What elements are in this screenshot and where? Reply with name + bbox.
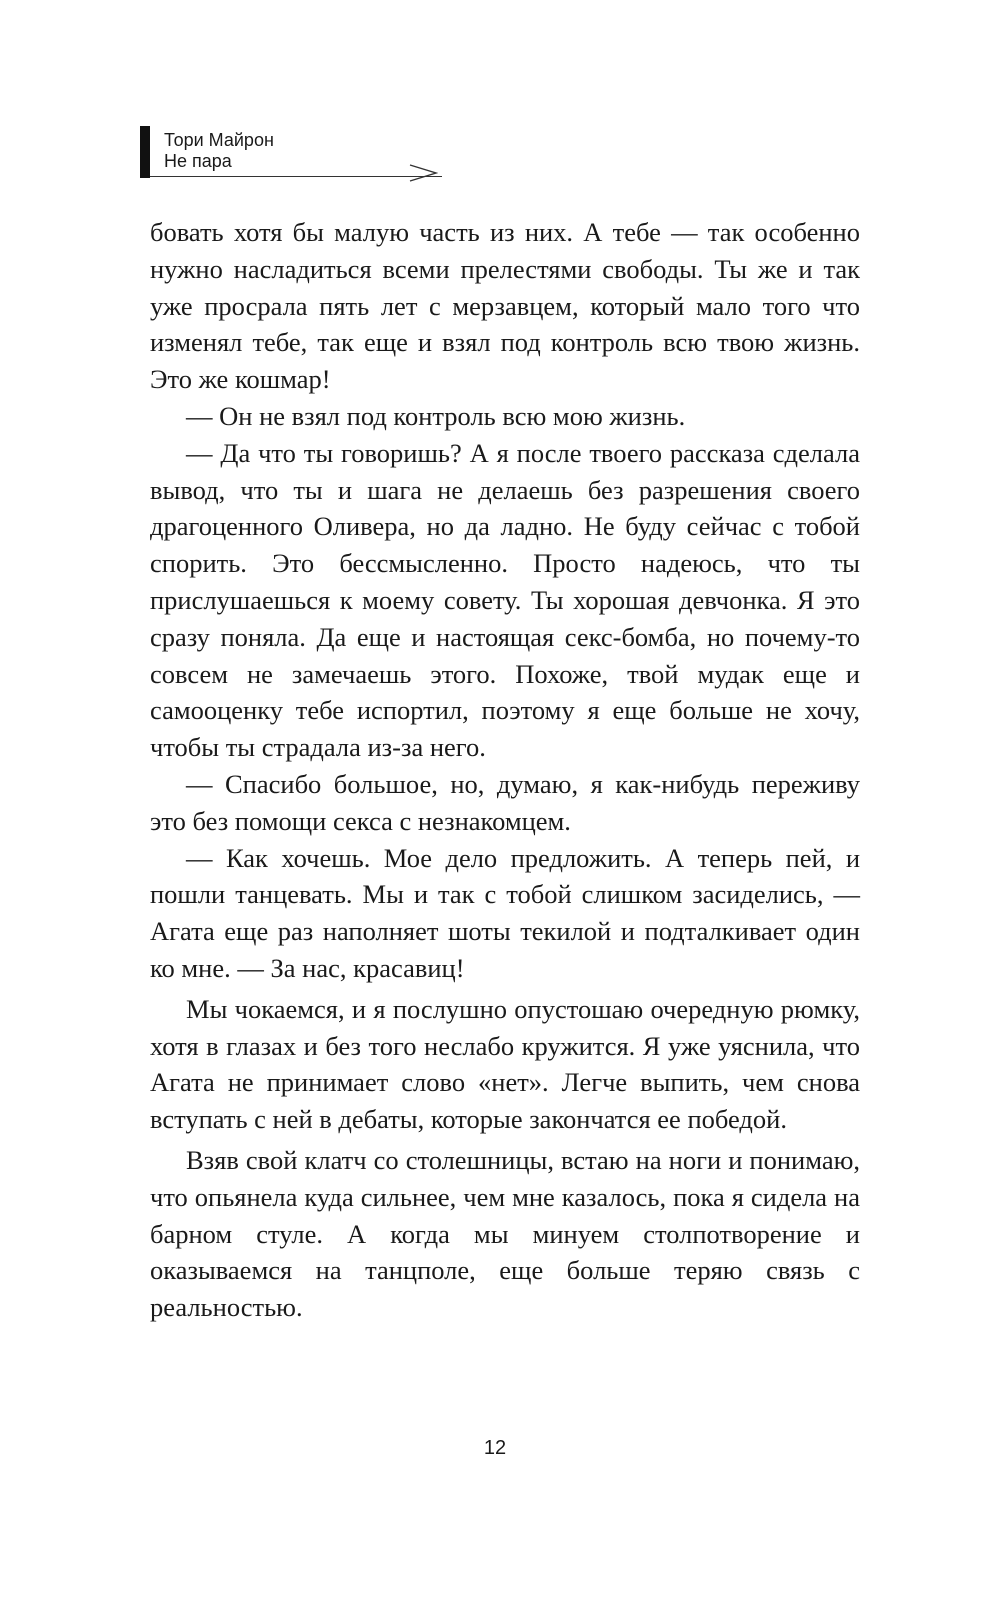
header-author: Тори Майрон	[164, 130, 274, 150]
header-title: Не пара	[164, 151, 232, 171]
paragraph: — Как хочешь. Мое дело предложить. А теперь пей, и пошли танцевать. Мы и так с тобой слишком засиделись, — Агата еще раз наполняет шоты текилой и подталкивает один ко мне. — За нас, красавиц!	[150, 842, 860, 983]
paragraph: — Да что ты говоришь? А я после твоего рассказа сделала вывод, что ты и шага не делаешь без разрешения своего драгоценного Оливера, но да ладно. Не буду сейчас с тобой спорить. Это бессмысленно. Просто надеюсь, что ты прислушаешься к моему совету. Ты хорошая девчонка. Я это сразу поняла. Да еще и настоящая секс-бомба, но почему-то совсем не замечаешь этого. Похоже, твой мудак еще и самооценку тебе испортил, поэтому я еще больше не хочу, чтобы ты страдала из-за него.	[150, 437, 860, 763]
header-text	[164, 130, 274, 172]
paragraph: Мы чокаемся, и я послушно опустошаю очередную рюмку, хотя в глазах и без того неслабо кружится. Я уже уяснила, что Агата не принимает слово «нет». Легче выпить, чем снова вступать с ней в дебаты, которые закончатся ее победой.	[150, 993, 860, 1135]
paragraph: Взяв свой клатч со столешницы, встаю на ноги и понимаю, что опьянела куда сильнее, чем мне казалось, пока я сидела на барном стуле. А когда мы минуем столпотворение и оказываемся на танцполе, еще больше теряю связь с реальностью.	[150, 1144, 860, 1323]
body-text	[150, 214, 860, 1326]
header-arrow-icon	[408, 163, 438, 183]
running-head	[140, 126, 450, 182]
page-number: 12	[483, 1437, 507, 1459]
paragraph: — Спасибо большое, но, думаю, я как-нибудь переживу это без помощи секса с незнакомцем.	[150, 768, 860, 836]
header-bar	[140, 126, 150, 178]
paragraph: бовать хотя бы малую часть из них. А тебе — так особенно нужно насладиться всеми прелестями свободы. Ты же и так уже просрала пять лет с мерзавцем, который мало того что изменял тебе, так еще и взял под контроль всю твою жизнь. Это же кошмар!	[150, 217, 860, 395]
paragraph: — Он не взял под контроль всю мою жизнь.	[186, 400, 686, 431]
header-rule	[150, 176, 442, 177]
